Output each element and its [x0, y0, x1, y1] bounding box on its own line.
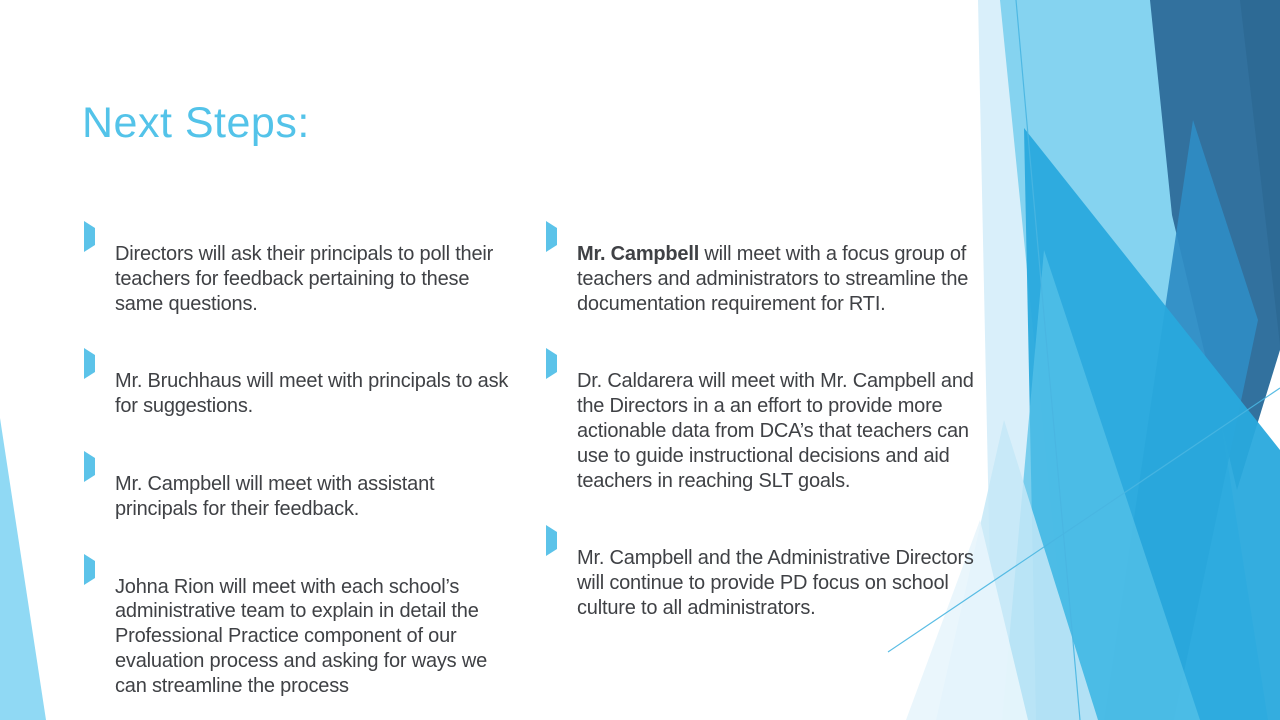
bullet-item [546, 222, 974, 336]
triangle-right-icon [84, 452, 115, 476]
bullet-text: will meet with a focus group of teachers and administrators to streamline the documentation requirement for RTI. [577, 243, 969, 315]
bullet-text-block [577, 369, 974, 493]
bullet-text: Johna Rion will meet with each school’s administrative team to explain in detail the Professional Practice component of our evaluation process and asking for ways we can streamline the process [115, 575, 488, 697]
bullet-text-block [115, 472, 512, 522]
slide-body [84, 222, 974, 719]
bullet-item [546, 349, 974, 513]
bullet-text: Mr. Bruchhaus will meet with principals to ask for suggestions. [115, 370, 509, 418]
triangle-right-icon [84, 349, 115, 373]
bullet-text: Mr. Campbell will meet with assistant principals for their feedback. [115, 472, 435, 520]
bullet-column-left [84, 222, 512, 719]
deco-left-wedge [0, 418, 46, 720]
bullet-item [84, 349, 512, 439]
bullet-text: Dr. Caldarera will meet with Mr. Campbell and the Directors in a an effort to provide more actionable data from DCA’s that teachers can use to guide instructional decisions and aid teachers in reaching SLT goals. [577, 370, 974, 492]
bullet-item [84, 452, 512, 542]
bullet-item [84, 555, 512, 719]
triangle-right-icon [546, 222, 577, 246]
bullet-text-block [577, 546, 974, 620]
bullet-text-block [115, 242, 512, 316]
bullet-lead: Mr. Campbell [577, 243, 700, 265]
triangle-right-icon [546, 526, 577, 550]
bullet-text-block [577, 242, 974, 316]
triangle-right-icon [84, 555, 115, 579]
bullet-text: Directors will ask their principals to poll their teachers for feedback pertaining to these same questions. [115, 243, 494, 315]
bullet-text-block [115, 575, 512, 699]
slide-title: Next Steps: [82, 98, 310, 147]
bullet-text: Mr. Campbell and the Administrative Directors will continue to provide PD focus on school culture to all administrators. [577, 547, 974, 619]
bullet-item [546, 526, 974, 640]
triangle-right-icon [84, 222, 115, 246]
triangle-right-icon [546, 349, 577, 373]
bullet-item [84, 222, 512, 336]
bullet-text-block [115, 369, 512, 419]
bullet-column-right [546, 222, 974, 719]
